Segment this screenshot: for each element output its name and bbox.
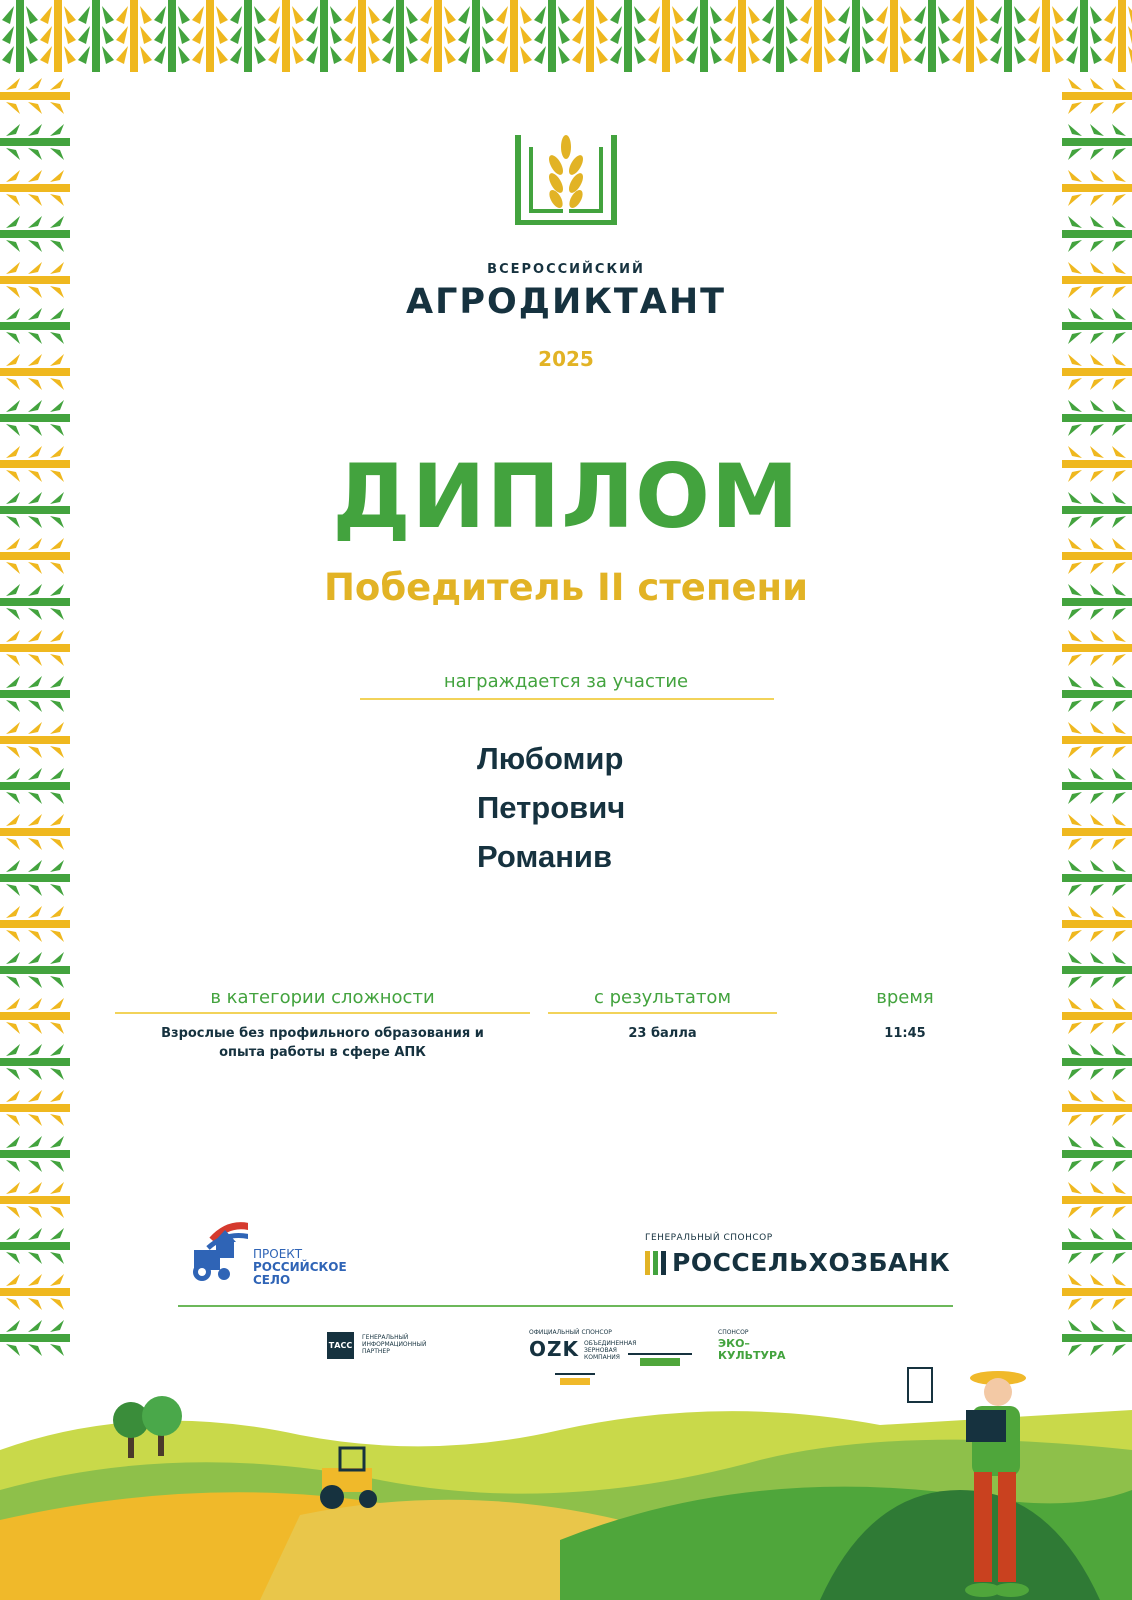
drone-icon xyxy=(555,1374,595,1385)
ekokultura-line1: ЭКО– xyxy=(718,1337,750,1350)
result-value: 23 балла xyxy=(628,1026,697,1041)
ozk-subcaption xyxy=(584,1340,636,1361)
category-value-line1: Взрослые без профильного образования и xyxy=(161,1026,484,1041)
tass-caption-line3: ПАРТНЕР xyxy=(362,1348,390,1355)
agrodictant-book-wheat-icon xyxy=(511,125,621,235)
awarded-for-underline xyxy=(360,698,774,700)
category-value-line2: опыта работы в сфере АПК xyxy=(219,1045,426,1060)
ekokultura-caption: СПОНСОР xyxy=(718,1329,749,1336)
recipient-first-name: Любомир xyxy=(477,741,624,776)
awarded-for-label: награждается за участие xyxy=(443,671,689,692)
category-value xyxy=(115,1024,530,1062)
logo-supertitle: ВСЕРОССИЙСКИЙ xyxy=(487,262,645,277)
tass-logo: ТАСС xyxy=(327,1332,354,1359)
recipient-surname: Романив xyxy=(477,839,613,874)
rshb-logo-icon xyxy=(645,1251,667,1275)
time-value: 11:45 xyxy=(884,1026,926,1041)
ekokultura-logo xyxy=(718,1338,786,1362)
result-label: с результатом xyxy=(593,987,732,1008)
ozk-sub-line2: ЗЕРНОВАЯ xyxy=(584,1347,617,1354)
ozk-logo: OZK xyxy=(529,1337,580,1361)
tass-caption-line2: ИНФОРМАЦИОННЫЙ xyxy=(362,1341,427,1348)
time-label: время xyxy=(876,987,934,1008)
ozk-sub-line3: КОМПАНИЯ xyxy=(584,1354,620,1361)
russian-village-logo-icon xyxy=(190,1212,248,1284)
diploma-title: ДИПЛОМ xyxy=(332,445,800,548)
tass-caption-line1: ГЕНЕРАЛЬНЫЙ xyxy=(362,1334,409,1341)
general-sponsor-name: РОССЕЛЬХОЗБАНК xyxy=(672,1248,951,1277)
project-line1: ПРОЕКТ xyxy=(253,1247,303,1261)
russian-village-logo-text xyxy=(253,1248,347,1287)
diploma-degree: Победитель II степени xyxy=(323,566,809,609)
partners-divider xyxy=(178,1305,953,1307)
project-line3: СЕЛО xyxy=(253,1273,291,1287)
logo-year: 2025 xyxy=(538,347,594,371)
category-underline xyxy=(115,1012,530,1014)
ekokultura-line2: КУЛЬТУРА xyxy=(718,1349,786,1362)
ozk-caption: ОФИЦИАЛЬНЫЙ СПОНСОР xyxy=(529,1329,612,1336)
recipient-patronymic: Петрович xyxy=(477,790,626,825)
category-label: в категории сложности xyxy=(210,987,435,1008)
general-sponsor-caption: ГЕНЕРАЛЬНЫЙ СПОНСОР xyxy=(645,1233,773,1243)
drone-icon xyxy=(628,1354,692,1366)
logo-title: АГРОДИКТАНТ xyxy=(406,282,726,322)
result-underline xyxy=(548,1012,777,1014)
tass-caption xyxy=(362,1334,426,1355)
project-line2: РОССИЙСКОЕ xyxy=(253,1260,347,1274)
ozk-sub-line1: ОБЪЕДИНЕННАЯ xyxy=(584,1340,637,1347)
